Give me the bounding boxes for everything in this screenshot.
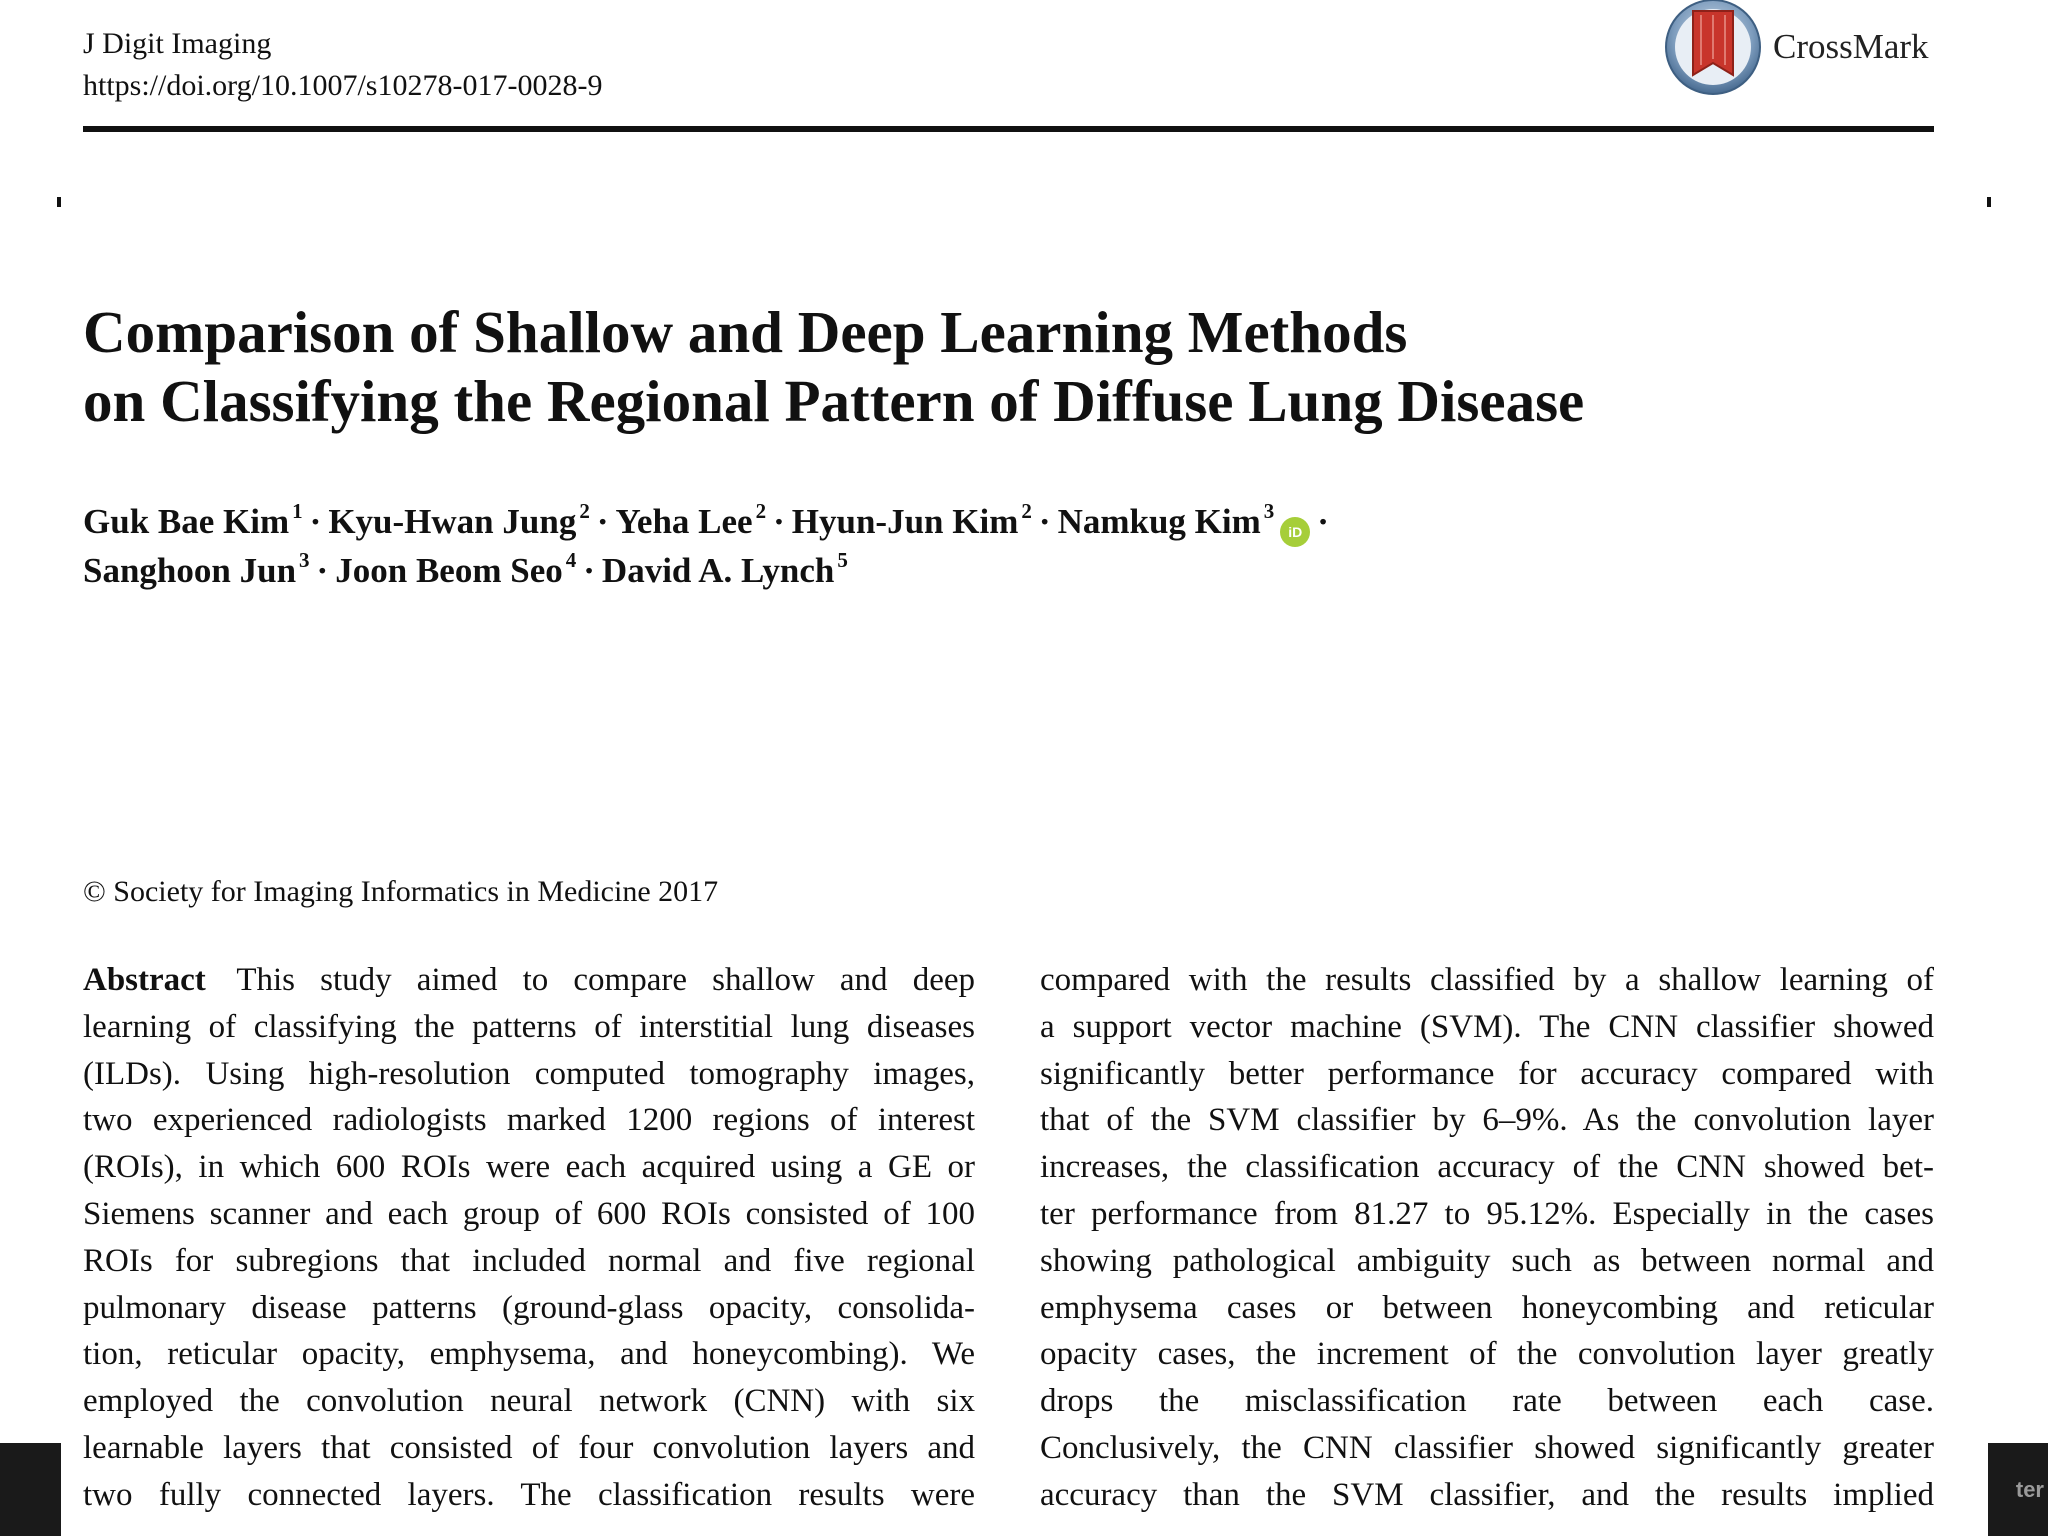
author-separator: · bbox=[316, 551, 329, 590]
abstract-line: significantly better performance for accuracy compared with bbox=[1040, 1055, 1934, 1092]
crossmark-label: CrossMark bbox=[1773, 27, 1929, 66]
journal-name: J Digit Imaging bbox=[83, 27, 272, 60]
author-line-2 bbox=[83, 547, 1783, 595]
crossmark-icon bbox=[1663, 0, 1763, 97]
author-separator: · bbox=[583, 551, 595, 590]
abstract-line: ter performance from 81.27 to 95.12%. Especially in the cases bbox=[1040, 1195, 1934, 1232]
abstract-line: two experienced radiologists marked 1200 regions of interest bbox=[83, 1102, 975, 1139]
abstract-line: opacity cases, the increment of the convolution layer greatly bbox=[1040, 1336, 1934, 1373]
author-name: Joon Beom Seo bbox=[335, 551, 563, 590]
header-divider bbox=[83, 126, 1934, 132]
abstract-line: Conclusively, the CNN classifier showed significantly greater bbox=[1040, 1429, 1934, 1466]
author-separator: · bbox=[773, 502, 785, 541]
author-separator: · bbox=[596, 502, 609, 541]
abstract-line: ROIs for subregions that included normal and five regional bbox=[83, 1242, 975, 1279]
abstract-line: accuracy than the SVM classifier, and the results implied bbox=[1040, 1476, 1934, 1513]
author-affiliation: 5 bbox=[837, 548, 848, 572]
author bbox=[615, 499, 767, 541]
author-name: Guk Bae Kim bbox=[83, 502, 290, 541]
author-affiliation: 3 bbox=[1263, 499, 1275, 523]
abstract-text: This study aimed to compare shallow and deep bbox=[236, 962, 975, 998]
author-name: Yeha Lee bbox=[615, 502, 753, 541]
abstract-column-right bbox=[1040, 957, 1934, 1519]
author-affiliation: 2 bbox=[755, 499, 767, 523]
abstract-line: Siemens scanner and each group of 600 ROIs consisted of 100 bbox=[83, 1195, 975, 1232]
abstract-line: employed the convolution neural network (CNN) with six bbox=[83, 1383, 975, 1420]
author bbox=[328, 499, 590, 541]
abstract-line: pulmonary disease patterns (ground-glass opacity, consolida- bbox=[83, 1289, 975, 1326]
abstract-line: increases, the classification accuracy of the CNN showed bet- bbox=[1040, 1149, 1934, 1186]
author bbox=[1057, 499, 1275, 541]
abstract-line: learnable layers that consisted of four convolution layers and bbox=[83, 1429, 975, 1466]
author-separator: · bbox=[309, 502, 322, 541]
author-name: Sanghoon Jun bbox=[83, 551, 297, 590]
abstract-line: (ILDs). Using high-resolution computed tomography images, bbox=[83, 1055, 975, 1092]
title-line-1: Comparison of Shallow and Deep Learning Methods bbox=[83, 299, 1408, 365]
viewer-control-right[interactable] bbox=[1988, 1443, 2048, 1536]
author-line-1 bbox=[83, 498, 1783, 547]
crossmark-badge[interactable] bbox=[1663, 0, 1933, 100]
author-name: Hyun-Jun Kim bbox=[791, 502, 1019, 541]
author-affiliation: 3 bbox=[299, 548, 310, 572]
author-list bbox=[83, 498, 1783, 595]
author-affiliation: 2 bbox=[579, 499, 590, 523]
author bbox=[601, 548, 848, 590]
crop-mark-left bbox=[57, 197, 61, 207]
author bbox=[335, 548, 577, 590]
orcid-icon[interactable]: iD bbox=[1280, 517, 1310, 547]
author bbox=[83, 548, 310, 590]
abstract-line: (ROIs), in which 600 ROIs were each acquired using a GE or bbox=[83, 1149, 975, 1186]
author-affiliation: 1 bbox=[292, 499, 303, 523]
abstract-line: compared with the results classified by a shallow learning of bbox=[1040, 962, 1934, 998]
abstract-line: emphysema cases or between honeycombing and reticular bbox=[1040, 1289, 1934, 1326]
title-line-2: on Classifying the Regional Pattern of Diffuse Lung Disease bbox=[83, 368, 1585, 434]
abstract-line: showing pathological ambiguity such as between normal and bbox=[1040, 1242, 1934, 1279]
author-separator: · bbox=[1317, 502, 1329, 541]
copyright-notice: © Society for Imaging Informatics in Medicine 2017 bbox=[83, 875, 719, 908]
author-name: Kyu-Hwan Jung bbox=[328, 502, 577, 541]
author-separator: · bbox=[1038, 502, 1051, 541]
doi-link[interactable]: https://doi.org/10.1007/s10278-017-0028-9 bbox=[83, 69, 603, 102]
author bbox=[83, 499, 303, 541]
abstract-label: Abstract bbox=[83, 962, 206, 998]
paper-title bbox=[83, 298, 1883, 436]
abstract-line: drops the misclassification rate between each case. bbox=[1040, 1383, 1934, 1420]
author-affiliation: 2 bbox=[1021, 499, 1032, 523]
viewer-control-label: ter bbox=[2015, 1476, 2044, 1502]
abstract-line: that of the SVM classifier by 6–9%. As the convolution layer bbox=[1040, 1102, 1934, 1139]
abstract-line: learning of classifying the patterns of interstitial lung diseases bbox=[83, 1008, 975, 1045]
abstract-line: two fully connected layers. The classification results were bbox=[83, 1476, 975, 1513]
abstract-column-left bbox=[83, 957, 975, 1519]
abstract-line: a support vector machine (SVM). The CNN classifier showed bbox=[1040, 1008, 1934, 1045]
crop-mark-right bbox=[1987, 197, 1991, 207]
author-name: Namkug Kim bbox=[1057, 502, 1261, 541]
author-affiliation: 4 bbox=[565, 548, 577, 572]
viewer-control-left[interactable] bbox=[0, 1443, 61, 1536]
author-name: David A. Lynch bbox=[601, 551, 835, 590]
author bbox=[791, 499, 1032, 541]
abstract-line bbox=[83, 957, 975, 1004]
abstract-line: tion, reticular opacity, emphysema, and honeycombing). We bbox=[83, 1336, 975, 1373]
